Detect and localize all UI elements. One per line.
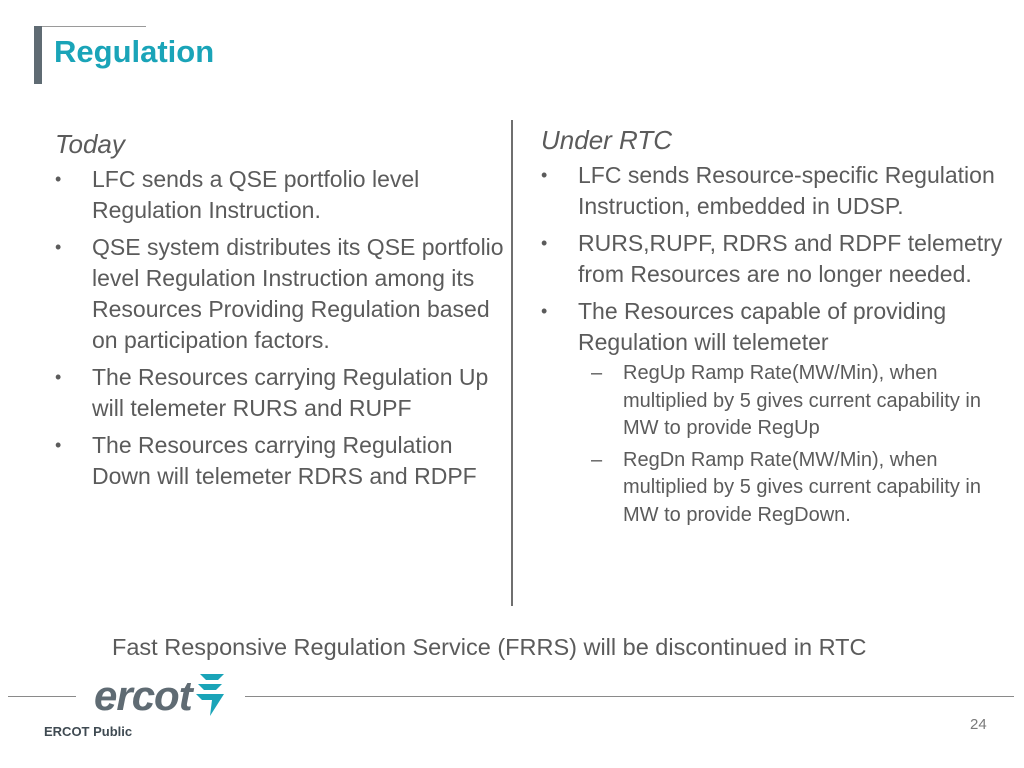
under-rtc-bullet-2 (541, 228, 1011, 290)
footer-rule-right (245, 696, 1014, 697)
column-divider (511, 120, 513, 606)
bullet-mark: • (541, 165, 548, 185)
bullet-text: The Resources carrying Regulation Up will telemeter RURS and RUPF (92, 364, 489, 421)
classification-label: ERCOT Public (44, 724, 133, 739)
footer-rule-left (8, 696, 76, 697)
telemetry-sub-list (578, 360, 1011, 529)
today-bullet-3 (55, 362, 505, 424)
under-rtc-heading: Under RTC (541, 125, 673, 155)
under-rtc-bullet-1 (541, 160, 1011, 222)
dash-mark: – (591, 448, 603, 471)
today-heading: Today (55, 129, 125, 159)
sub-bullet-regup (578, 360, 1011, 443)
dash-mark: – (591, 362, 603, 384)
under-rtc-bullet-3 (541, 296, 1011, 529)
today-bullet-4 (55, 430, 505, 492)
bullet-mark: • (541, 301, 548, 321)
bullet-mark: • (541, 233, 548, 253)
title-top-rule (36, 26, 146, 27)
sub-bullet-regdn (578, 447, 1011, 530)
title-accent-bar (34, 26, 42, 84)
today-bullet-list (55, 164, 505, 492)
frrs-footnote: Fast Responsive Regulation Service (FRRS) will be discontinued in RTC (112, 634, 867, 660)
ercot-bolt-logo-icon (194, 670, 228, 718)
today-column (55, 128, 505, 498)
under-rtc-column (541, 124, 1011, 535)
bullet-text: The Resources capable of providing Regulation will telemeter (578, 298, 947, 355)
bullet-text: LFC sends a QSE portfolio level Regulation Instruction. (92, 166, 420, 223)
sub-bullet-text: RegDn Ramp Rate(MW/Min), when multiplied by 5 gives current capability in MW to provide RegDown. (623, 448, 981, 526)
bullet-mark: • (55, 237, 62, 257)
page-number: 24 (970, 716, 987, 733)
bullet-text: The Resources carrying Regulation Down will telemeter RDRS and RDPF (92, 432, 477, 489)
under-rtc-bullet-list (541, 160, 1011, 529)
sub-bullet-text: RegUp Ramp Rate(MW/Min), when multiplied by 5 gives current capability in MW to provide RegUp (623, 362, 981, 439)
bullet-mark: • (55, 435, 62, 455)
bullet-text: LFC sends Resource-specific Regulation Instruction, embedded in UDSP. (578, 162, 995, 219)
today-bullet-1 (55, 164, 505, 226)
ercot-logo (94, 670, 228, 718)
bullet-text: RURS,RUPF, RDRS and RDPF telemetry from Resources are no longer needed. (578, 230, 1003, 287)
slide-title: Regulation (54, 34, 215, 69)
bullet-text: QSE system distributes its QSE portfolio level Regulation Instruction among its Resources Providing Regulation based on participation factors. (92, 234, 504, 353)
bullet-mark: • (55, 169, 62, 189)
today-bullet-2 (55, 232, 505, 356)
logo-wordmark: ercot (94, 672, 192, 719)
bullet-mark: • (55, 367, 62, 387)
